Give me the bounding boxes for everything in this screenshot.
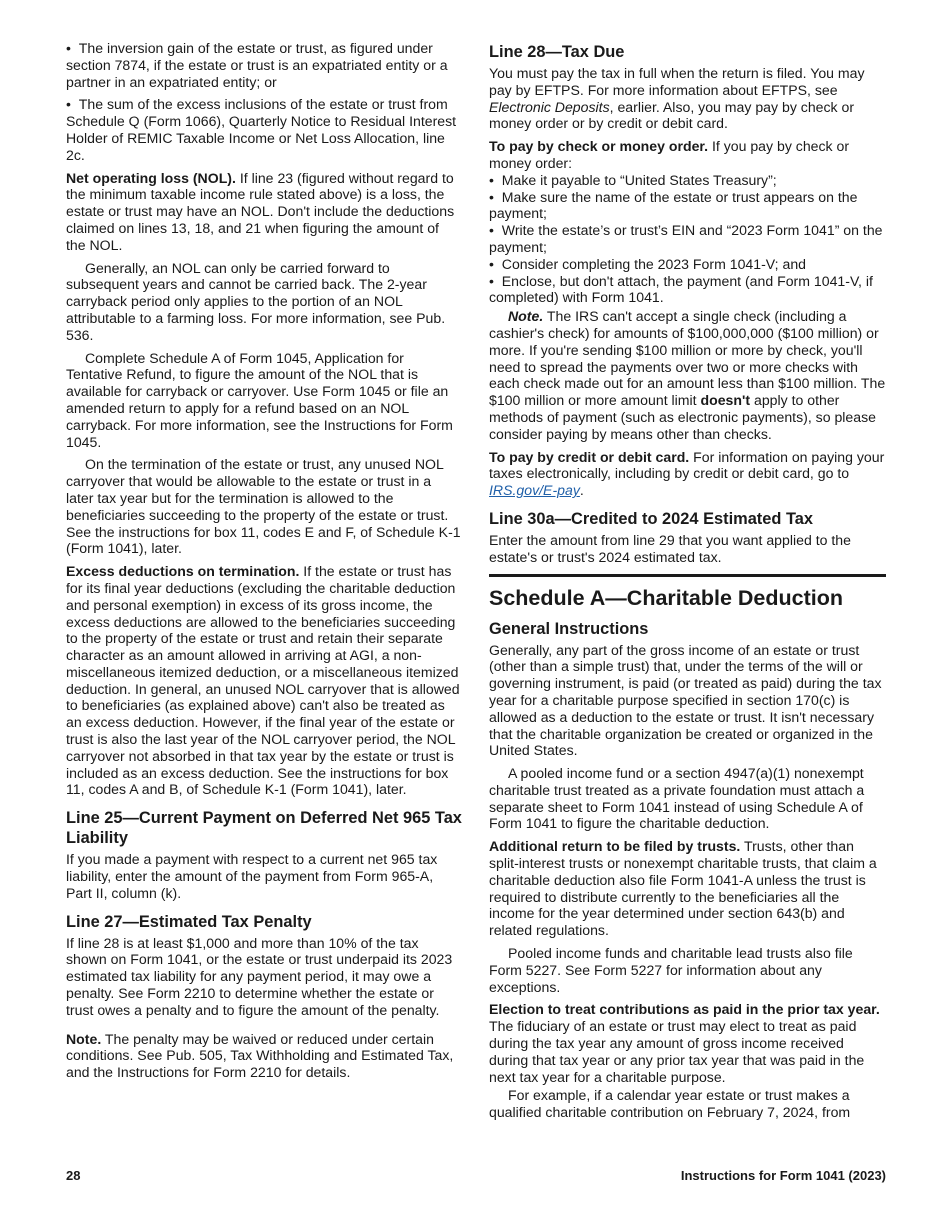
line25-text: If you made a payment with respect to a current net 965 tax liability, enter the amount of the payment from Form 965-A, Part II, column (k). (66, 851, 438, 901)
footer-form-title: Instructions for Form 1041 (2023) (680, 1168, 886, 1183)
electronic-deposits-ref: Electronic Deposits (489, 98, 610, 115)
left-column (66, 40, 462, 1087)
line27-heading: Line 27—Estimated Tax Penalty (66, 912, 312, 931)
election-paragraph (489, 1001, 886, 1085)
irs-note-text-b: apply to other methods of payment (such as electronic payments), so please consider paying by means other than checks. (489, 392, 876, 442)
check-bullet-enclose: • Enclose, but don't attach, the payment (and Form 1041-V, if completed) with Form 1041. (489, 273, 886, 307)
additional-return-text: Trusts, other than split-interest trusts or nonexempt charitable trusts, that claim a charitable deduction also file Form 1041-A unless the trust is required to distribute currently to the beneficiaries all the income for the year determined under section 643(b) and related regulations. (489, 838, 877, 939)
check-bullet-name: • Make sure the name of the estate or trust appears on the payment; (489, 189, 886, 223)
general-paragraph-1: Generally, any part of the gross income of an estate or trust (other than a simple trust) that, under the terms of the will or governing instrument, is paid (or treated as paid) during the tax year for a charitable purpose specified in section 170(c) is allowed as a deduction to the estate or trust. It isn't necessary that the charitable organization be created or organized in the United States. (489, 641, 882, 759)
irs-epay-link[interactable]: IRS.gov/E-pay (489, 482, 580, 499)
bullet-inversion-gain: • The inversion gain of the estate or trust, as figured under section 7874, if the estate or trust is an expatriated entity or a partner in an expatriated entity; or (66, 40, 462, 90)
check-label: To pay by check or money order. (489, 138, 709, 155)
bullet-excess-inclusions: • The sum of the excess inclusions of the estate or trust from Schedule Q (Form 1066), Quarterly Notice to Residual Interest Holder of REMIC Taxable Income or Net Loss Allocation, line 2c. (66, 96, 462, 163)
election-text: The fiduciary of an estate or trust may elect to treat as paid during the tax year any amount of gross income received during that tax year or any prior tax year that was paid in the next tax year for a charitable purpose. (489, 1018, 865, 1085)
line25-heading: Line 25—Current Payment on Deferred Net 965 Tax Liability (66, 809, 462, 848)
excess-text: If the estate or trust has for its final year deductions (excluding the charitable deduction and personal exemption) in excess of its gross income, the excess deductions are allowed to the beneficiaries succeeding to the property of the estate or trust and retain their separate character as an amount allowed in arriving at AGI, a non-miscellaneous itemized deduction, or a miscellaneous itemized deduction. In general, an unused NOL carryover that is allowed to beneficiaries (as explained above) can't also be treated as an excess deduction. However, if the final year of the estate or trust is also the last year of the NOL carryover period, the NOL carryover not absorbed in that tax year by the estate or trust is included as an excess deduction. See the instructions for box 11, codes A and B, of Schedule K-1 (Form 1041), later. (66, 563, 460, 798)
line30a-heading: Line 30a—Credited to 2024 Estimated Tax (489, 509, 813, 528)
credit-paragraph (489, 449, 886, 499)
irs-note-bold: doesn't (700, 392, 751, 409)
irs-note-text-a: The IRS can't accept a single check (including a cashier's check) for amounts of $100,000,000 ($100 million) or more. If you're sending $100 million or more by check, you'll need to spread the payments over two or more checks with each check made out for an amount less than $100 million. The $100 million or more amount limit (489, 308, 886, 409)
note-text: The penalty may be waived or reduced under certain conditions. See Pub. 505, Tax Withholding and Estimated Tax, and the Instructions for Form 2210 for details. (66, 1030, 454, 1081)
nol-paragraph-4: On the termination of the estate or trust, any unused NOL carryover that would be allowable to the estate or trust in a later tax year but for the termination is allowed to the beneficiaries succeeding to the property of the estate or trust. See the instructions for box 11, codes E and F, of Schedule K-1 (Form 1041), later. (66, 456, 461, 557)
general-paragraph-2: A pooled income fund or a section 4947(a)(1) nonexempt charitable trust treated as a private foundation must attach a separate sheet to Form 1041 instead of using Schedule A of Form 1041 to figure the charitable deduction. (489, 765, 865, 832)
check-paragraph (489, 138, 886, 172)
line28-text-a: You must pay the tax in full when the return is filed. You may pay by EFTPS. For more information about EFTPS, see (489, 65, 865, 98)
check-bullet-1041v: • Consider completing the 2023 Form 1041-V; and (489, 256, 886, 273)
nol-paragraph-2: Generally, an NOL can only be carried forward to subsequent years and cannot be carried back. The 2-year carryback period only applies to the portion of an NOL attributable to a farming loss. For more information, see Pub. 536. (66, 259, 446, 343)
irs-note-label: Note. (508, 308, 544, 325)
line28-heading: Line 28—Tax Due (489, 43, 625, 61)
pooled-income-paragraph: Pooled income funds and charitable lead trusts also file Form 5227. See Form 5227 for information about any exceptions. (489, 945, 853, 995)
excess-label: Excess deductions on termination. (66, 563, 300, 580)
credit-text: For information on paying your taxes electronically, including by credit or debit card, go to (489, 448, 885, 482)
check-bullet-ein: • Write the estate’s or trust’s EIN and “2023 Form 1041” on the payment; (489, 222, 886, 256)
nol-label: Net operating loss (NOL). (66, 169, 236, 186)
penalty-note-paragraph (66, 1031, 462, 1081)
check-bullet-payable: • Make it payable to “United States Treasury”; (489, 172, 886, 189)
schedule-a-title: Schedule A—Charitable Deduction (489, 585, 844, 610)
line28-text (489, 65, 886, 132)
right-column (489, 40, 886, 1127)
general-instructions-heading: General Instructions (489, 619, 649, 638)
line27-text: If line 28 is at least $1,000 and more than 10% of the tax shown on Form 1041, or the estate or trust underpaid its 2023 estimated tax liability for any payment period, it may owe a penalty. See Form 2210 to determine whether the estate or trust owes a penalty and to figure the amount of the penalty. (66, 934, 453, 1018)
nol-paragraph-3: Complete Schedule A of Form 1045, Application for Tentative Refund, to figure the amount of the NOL that is available for carryback or carryover. Use Form 1045 or file an amended return to apply for a refund based on an NOL carryback. For more information, see the Instructions for Form 1045. (66, 349, 453, 450)
election-label: Election to treat contributions as paid in the prior tax year. (489, 1001, 880, 1018)
additional-return-paragraph (489, 838, 886, 939)
page-number: 28 (66, 1168, 81, 1183)
credit-label: To pay by credit or debit card. (489, 448, 690, 465)
line28-text-b: , earlier. Also, you may pay by check or money order or by credit or debit card. (489, 98, 855, 132)
credit-end: . (579, 482, 584, 499)
additional-return-label: Additional return to be filed by trusts. (489, 838, 741, 855)
example-paragraph: For example, if a calendar year estate or trust makes a qualified charitable contribution on February 7, 2024, from (489, 1087, 851, 1121)
check-text: If you pay by check or money order: (489, 138, 850, 171)
nol-text: If line 23 (figured without regard to the minimum taxable income rule stated above) is a loss, the estate or trust may have an NOL. Don't include the deductions claimed on lines 13, 18, and 21 when figuring the amount of the NOL. (66, 169, 455, 253)
irs-check-note (489, 308, 886, 442)
excess-deductions-paragraph (66, 563, 462, 798)
section-divider (489, 574, 886, 577)
note-label: Note. (66, 1030, 102, 1047)
line30a-text: Enter the amount from line 29 that you want applied to the estate's or trust's 2024 estimated tax. (489, 531, 851, 565)
nol-paragraph (66, 170, 462, 254)
